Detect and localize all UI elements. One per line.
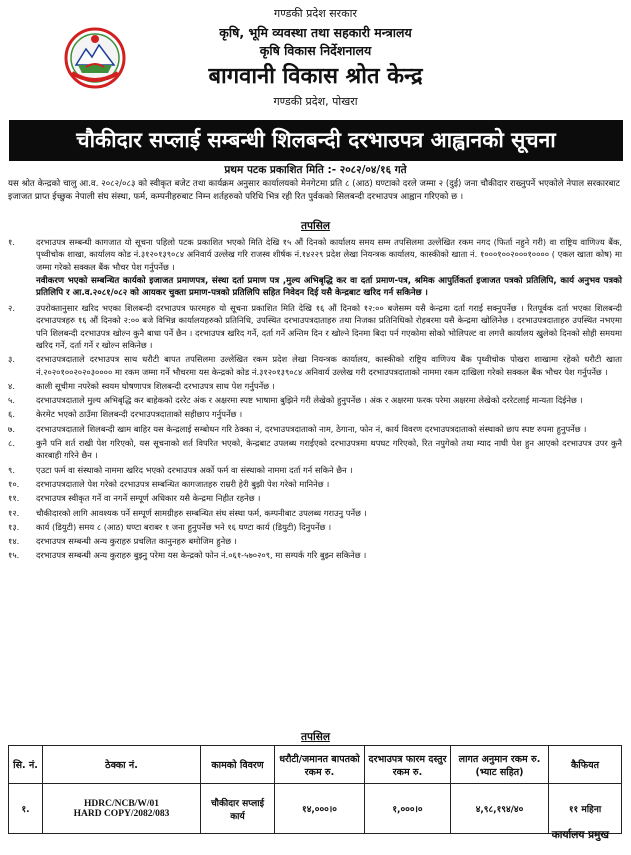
office-name: बागवानी विकास श्रोत केन्द्र	[208, 64, 423, 89]
condition-item	[8, 464, 622, 476]
bid-table	[8, 745, 622, 834]
condition-text: कार्य (डियुटी) समय ८ (आठ) घण्टा बराबर १ जना हुनुपर्नेछ भने १६ घण्टा कार्य (डियुटी) दिनुपर्नेछ ।	[36, 521, 332, 532]
signatory: कार्यालय प्रमुख	[551, 829, 609, 841]
condition-text: चौकीदारको लागि आवश्यक पर्ने सम्पूर्ण सामग्रीहरु सम्बन्धित संघ संस्था फर्म, कम्पनीबाट उपलब्ध गराउनु पर्नेछ ।	[36, 507, 367, 518]
header-form-fee: दरभाउपत्र फारम दस्तुर रकम रु.	[365, 746, 451, 784]
contract-copy: HARD COPY/2082/083	[73, 808, 170, 819]
condition-number: १४.	[8, 536, 20, 547]
directorate-name: कृषि विकास निर्देशनालय	[259, 43, 372, 58]
condition-number: ५.	[8, 395, 15, 406]
condition-number: १.	[8, 237, 15, 247]
condition-item	[8, 437, 622, 462]
table-title: तपसिल	[301, 731, 330, 743]
condition-text: दरभाउपत्र सम्बन्धी अन्य कुराहरु प्रचलित कानुनहरु बमोजिम हुनेछ ।	[36, 536, 237, 547]
condition-number: ७.	[8, 423, 15, 434]
header-contract-no: ठेक्का नं.	[43, 746, 201, 784]
condition-text: उपरोक्तानुसार खरिद भएका शिलबन्दी दरभाउपत्र फारमहरु यो सूचना प्रकाशित मिति देखि १६ औं दिनको १२:०० बजेसम्म यसै केन्द्रमा दर्ता गराई सक्नुपर्नेछ । रितपूर्वक दर्ता भएका शिलबन्दी दरभाउपत्रहरु १६ औं दिनको २:०० बजे विभिन्न कार्यालयहरुको प्रतिनिधि, उपस्थित दरभाउपत्रदाताहरु तथा निजका प्रतिनिधिको रोहबरमा यसै केन्द्रमा खोलिनेछ । दरभाउपत्रदाताहरु उपस्थित नभएमा पनि शिलबन्दी दरभाउपत्र खोल्न कुनै बाधा पर्ने छैन । दरभाउपत्र खरिद गर्ने, दर्ता गर्ने अन्तिम दिन र खोल्ने दिनमा बिदा पर्न गएकोमा सोको भोलिपल्ट वा लगत्तै कार्यालय खुलेको दिनको सोही समयमा खरिद गर्ने, दर्ता गर्ने र खोल्न सकिनेछ ।	[36, 303, 622, 350]
cell-sn: १.	[9, 784, 43, 834]
cell-fee: १,०००।०	[365, 784, 451, 834]
condition-text: केरमेट भएको ठाउँमा शिलबन्दी दरभाउपत्रदाताको सहीछाप गर्नुपर्नेछ ।	[36, 409, 243, 420]
condition-number: १२.	[8, 507, 20, 518]
header-cost-estimate: लागत अनुमान रकम रु.(भ्याट सहित)	[451, 746, 549, 784]
office-address: गण्डकी प्रदेश, पोखरा	[273, 95, 358, 108]
condition-item	[8, 492, 622, 504]
condition-number: १०.	[8, 478, 20, 489]
intro-paragraph: यस श्रोत केन्द्रको चालु आ.व. २०८२/०८३ को स्वीकृत बजेट तथा कार्यक्रम अनुसार कार्यालयको मेनगेटमा प्रति ८ (आठ) घण्टाको दरले जम्मा २ (दुई) जना चौकीदार राख्नुपर्ने भएकोले नेपाल सरकारबाट इजाजत प्राप्त ईच्छुक नेपाली संघ संस्था, फर्म, कम्पनीहरुबाट निम्न शर्तहरुको परिधि भित्र रही रित पुर्वकको सिलबन्दी दरभाउपत्र आह्वान गरिएको छ ।	[8, 179, 620, 202]
condition-item	[8, 394, 622, 406]
section-title: तपसिल	[301, 220, 330, 232]
conditions-list	[8, 236, 622, 564]
cell-work: चौकीदार सप्लाई कार्य	[201, 784, 275, 834]
condition-item	[8, 423, 622, 435]
condition-number: १३.	[8, 521, 20, 532]
condition-text: एउटा फर्म वा संस्थाको नाममा खरिद भएको दरभाउपत्र अर्को फर्म वा संस्थाको नाममा दर्ता गर्न सकिने छैन ।	[36, 464, 353, 475]
header-sn: सि. नं.	[9, 746, 43, 784]
table-row	[9, 784, 622, 834]
condition-number: ९.	[8, 464, 15, 475]
condition-number: ६.	[8, 409, 15, 420]
header-remarks: कैफियत	[549, 746, 622, 784]
condition-number: ३.	[8, 354, 15, 365]
condition-item	[8, 353, 622, 378]
condition-text: दरभाउपत्रदाताले पेश गरेको दरभाउपत्र सम्बन्धित कागजातहरु राम्ररी हेरी बुझी पेश गरेको मानिनेछ ।	[36, 478, 330, 489]
condition-number: ११.	[8, 493, 20, 504]
condition-text: कुनै पनि शर्त राखी पेश गरिएको, यस सूचनाको शर्त विपरित भएको, केन्द्रबाट उपलब्ध गराईएको दरभाउपत्रमा थपघट गरिएको, रित नपुगेको तथा म्याद नाघी पेश हुन आएको दरभाउपत्र उपर कुनै कारबाही गरिने छैन ।	[36, 438, 622, 461]
condition-item	[8, 507, 622, 519]
condition-text: दरभाउपत्र स्वीकृत गर्ने वा नगर्ने सम्पूर्ण अधिकार यसै केन्द्रमा निहीत रहनेछ ।	[36, 493, 261, 504]
condition-note: नवीकरण भएको सम्बन्धित कार्यको इजाजत प्रमाणपत्र, संस्था दर्ता प्रमाण पत्र ,मुल्य अभिबृद्धि कर वा दर्ता प्रमाण-पत्र, श्रमिक आपुर्तिकर्ता इजाजत पत्रको प्रतिलिपि, कार्य अनुभव पत्रको प्रतिलिपि र आ.व.२०८१/०८२ को आयकर चुक्ता प्रमाण-पत्रको प्रतिलिपि सहित निवेदन दिई यसै केन्द्रबाट खरिद गर्न सकिनेछ ।	[36, 275, 622, 299]
condition-item	[8, 236, 622, 273]
condition-text: दरभाउपत्रदाताले मुल्य अभिबृद्धि कर बाहेकको दररेट अंक र अक्षरमा स्पष्ट भाषामा बुझिने गरी लेखेको हुनुपर्नेछ । अंक र अक्षरमा फरक परेमा अक्षरमा लेखेको दररेटलाई मान्यता दिईनेछ ।	[36, 395, 583, 406]
condition-item	[8, 535, 622, 547]
cell-estimate: ४,९८,१९४/४०	[451, 784, 549, 834]
condition-item	[8, 549, 622, 561]
cell-deposit: १४,०००।०	[275, 784, 365, 834]
condition-text: दरभाउपत्र सम्बन्धी कागजात यो सूचना पहिलो पटक प्रकाशित भएको मिति देखि १५ औं दिनको कार्यालय समय सम्म तपसिलमा उल्लेखित रकम नगद (फिर्ता नहुने गरी) वा राष्ट्रिय वाणिज्य बैंक, पृथ्वीचोक शाखा, कार्यालय कोड नं.३१२०१३९०८४ अनिवार्य उल्लेख गरि राजस्व शीर्षक नं.१४२२९ प्रदेश लेखा नियन्त्रक कार्यालय, कास्कीको खाता नं. १०००१००२०००१०००० ( एकल खाता कोष) मा जम्मा गरेको सक्कल बैंक भौचर पेश गर्नुपर्नेछ ।	[36, 237, 622, 272]
header-work-description: कामको विवरण	[201, 746, 275, 784]
cell-remarks: ११ महिना	[549, 784, 622, 834]
condition-text: काली सूचीमा नपरेको स्वयम घोषणापत्र शिलबन्दी दरभाउपत्र साथ पेश गर्नुपर्नेछ ।	[36, 380, 275, 391]
contract-code: HDRC/NCB/W/01	[84, 798, 159, 809]
condition-number: २.	[8, 303, 15, 314]
condition-item	[8, 408, 622, 420]
table-header-row	[9, 746, 622, 784]
condition-item	[8, 302, 622, 351]
government-name: गण्डकी प्रदेश सरकार	[274, 7, 357, 20]
publish-date: प्रथम पटक प्रकाशित मिति :- २०८२/०४/१६ गते	[224, 164, 407, 176]
notice-title: चौकीदार सप्लाई सम्बन्धी शिलबन्दी दरभाउपत्र आह्वानको सूचना	[9, 120, 623, 161]
condition-text: दरभाउपत्रदाताले दरभाउपत्र साथ धरौटी बापत तपसिलमा उल्लेखित रकम प्रदेश लेखा नियन्त्रक कार्यालय, कास्कीको राष्ट्रिय वाणिज्य बैंक पृथ्वीचोक पोखरा शाखामा रहेको धरौटी खाता नं.२०२०१००२०२०३०००० मा रकम जम्मा गर्ने भौचरमा यस केन्द्रको कोड नं.३१२०१३९०८४ अनिवार्य उल्लेख गरी दरभाउपत्रदाताको नाममा रकम दाखिला गरेको सक्कल बैंक भौचर पेश गर्नुपर्नेछ ।	[36, 354, 622, 377]
condition-item	[8, 521, 622, 533]
condition-item	[8, 380, 622, 392]
condition-number: ४.	[8, 380, 15, 391]
condition-item	[8, 478, 622, 490]
condition-number: १५.	[8, 550, 20, 561]
condition-number: ८.	[8, 438, 15, 449]
letterhead	[0, 0, 631, 122]
condition-text: दरभाउपत्रदाताले शिलबन्दी खाम बाहिर यस केन्द्रलाई सम्बोधन गरि ठेक्का नं, दरभाउपत्रदाताको नाम, ठेगाना, फोन नं, कार्य विवरण दरभाउपत्रदाताको संस्थाको छाप स्पष्ट रुपमा हुनुपर्नेछ ।	[36, 423, 587, 434]
ministry-name: कृषि, भूमि व्यवस्था तथा सहकारी मन्त्रालय	[219, 25, 412, 40]
cell-contract-no	[43, 784, 201, 834]
condition-text: दरभाउपत्र सम्बन्धी अन्य कुराहरु बुझ्नु परेमा यस केन्द्रको फोन नं.०६१-५७०२०९, मा सम्पर्क गरि बुझ्न सकिनेछ ।	[36, 550, 367, 561]
header-deposit: धरौटी/जमानत बापतको रकम रु.	[275, 746, 365, 784]
